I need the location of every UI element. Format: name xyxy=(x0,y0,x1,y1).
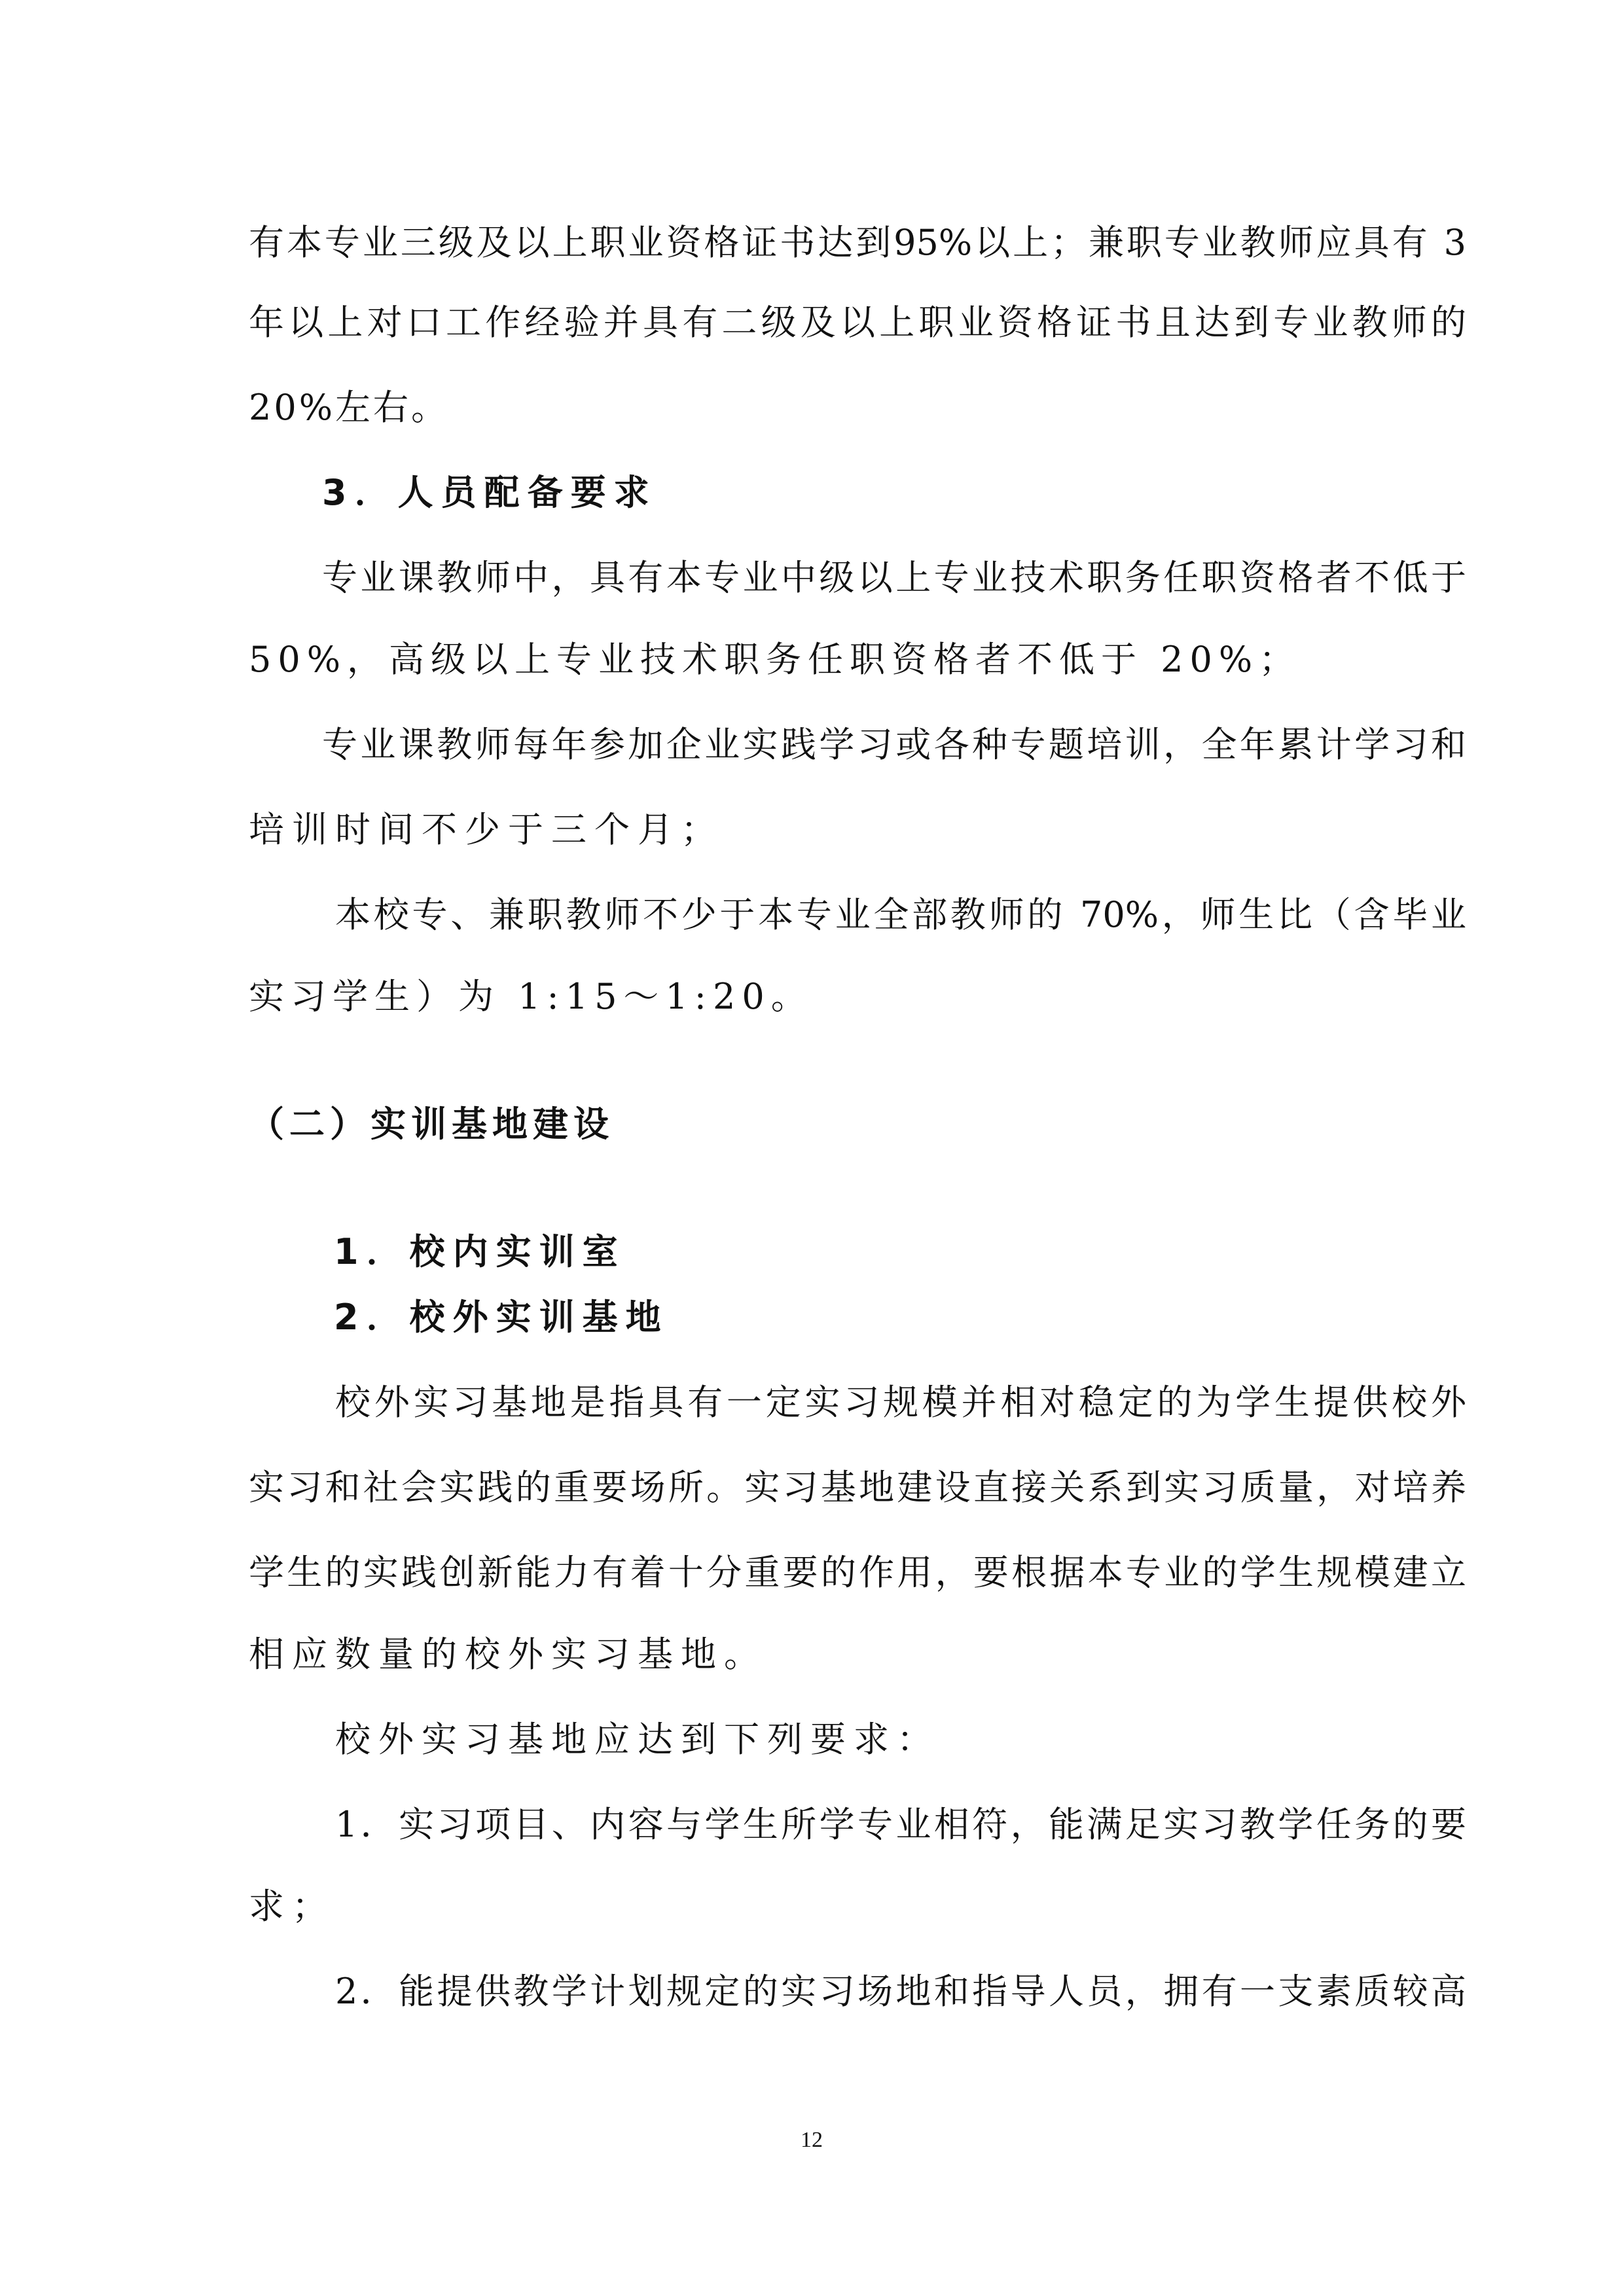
body-text-line: 相应数量的校外实习基地。 xyxy=(249,1634,767,1675)
section-heading: 3．人员配备要求 xyxy=(322,472,657,513)
subsection-heading: 2．校外实训基地 xyxy=(334,1297,669,1338)
body-text-line: 有本专业三级及以上职业资格证书达到95%以上；兼职专业教师应具有 3 xyxy=(249,222,1466,263)
body-text-line: 实习学生）为 1:15～1:20。 xyxy=(249,976,813,1017)
subsection-heading: 1．校内实训室 xyxy=(334,1231,626,1272)
body-text-line: 年以上对口工作经验并具有二级及以上职业资格证书且达到专业教师的 xyxy=(249,302,1466,343)
body-text-line: 培训时间不少于三个月； xyxy=(249,809,724,850)
body-text-line: 学生的实践创新能力有着十分重要的作用，要根据本专业的学生规模建立 xyxy=(249,1552,1466,1593)
body-text-line: 2．能提供教学计划规定的实习场地和指导人员，拥有一支素质较高 xyxy=(335,1971,1466,2012)
body-text-line: 实习和社会实践的重要场所。实习基地建设直接关系到实习质量，对培养 xyxy=(249,1467,1466,1508)
body-text-line: 求； xyxy=(249,1886,335,1927)
page-number: 12 xyxy=(801,2128,823,2152)
body-text-line: 专业课教师中，具有本专业中级以上专业技术职务任职资格者不低于 xyxy=(322,557,1466,598)
body-text-line: 校外实习基地应达到下列要求： xyxy=(335,1719,940,1760)
section-heading: （二）实训基地建设 xyxy=(249,1103,614,1145)
body-text-line: 本校专、兼职教师不少于本专业全部教师的 70%，师生比（含毕业 xyxy=(335,894,1466,935)
body-text-line: 校外实习基地是指具有一定实习规模并相对稳定的为学生提供校外 xyxy=(335,1382,1466,1423)
body-text-line: 1．实习项目、内容与学生所学专业相符，能满足实习教学任务的要 xyxy=(335,1804,1466,1845)
body-text-line: 专业课教师每年参加企业实践学习或各种专题培训，全年累计学习和 xyxy=(322,724,1466,765)
body-text-line: 50%，高级以上专业技术职务任职资格者不低于 20%； xyxy=(249,639,1301,680)
body-text-line: 20%左右。 xyxy=(249,387,450,428)
